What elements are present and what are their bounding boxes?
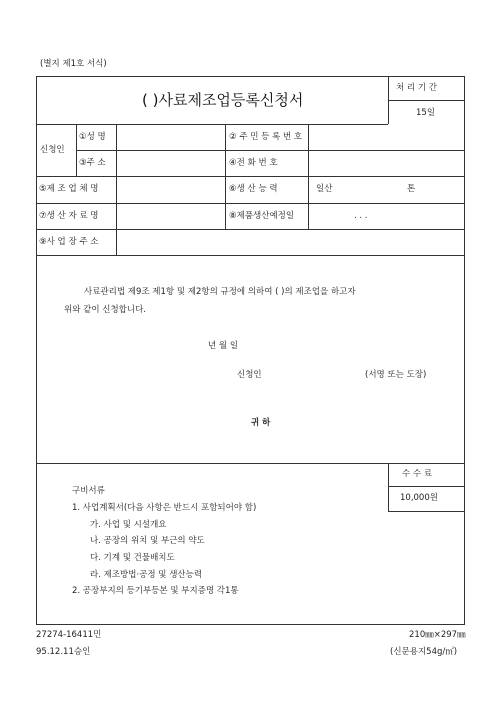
planned-date-label: ⑧제품생산예정일 bbox=[229, 211, 295, 221]
applicant-group-label: 신청인 bbox=[40, 145, 65, 155]
footer-form-number: 27274-16411민 bbox=[36, 630, 102, 640]
divider bbox=[388, 486, 465, 487]
company-label: ⑤제 조 업 체 명 bbox=[39, 184, 99, 194]
divider bbox=[76, 124, 77, 176]
statement-line-1: 사료관리법 제9조 제1항 및 제2항의 규정에 의하여 ( )의 제조업을 하고자 bbox=[84, 287, 356, 297]
recipient-label: 귀 하 bbox=[251, 418, 271, 428]
divider bbox=[36, 124, 388, 125]
fee-label: 수 수 료 bbox=[402, 469, 433, 479]
address-label: ③주 소 bbox=[79, 158, 106, 168]
divider bbox=[76, 150, 465, 151]
fee-value: 10,000원 bbox=[400, 493, 438, 503]
divider bbox=[388, 100, 465, 101]
divider bbox=[388, 463, 389, 511]
processing-value: 15일 bbox=[416, 108, 436, 118]
company-field[interactable] bbox=[117, 178, 224, 202]
statement-line-2: 위와 같이 신청합니다. bbox=[64, 305, 147, 315]
footer-paper-type: (신문용지54g/㎡) bbox=[390, 647, 458, 657]
document-item: 다. 기계 및 건물배치도 bbox=[90, 553, 175, 563]
phone-label: ④전 화 번 호 bbox=[229, 158, 278, 168]
capacity-label: ⑥생 산 능 력 bbox=[229, 184, 278, 194]
divider bbox=[36, 229, 465, 230]
document-item: 가. 사업 및 시설개요 bbox=[90, 520, 167, 530]
site-label: ⑨사 업 장 주 소 bbox=[39, 237, 99, 247]
documents-heading: 구비서류 bbox=[72, 486, 105, 496]
divider bbox=[36, 463, 465, 464]
phone-field[interactable] bbox=[310, 152, 464, 175]
divider bbox=[36, 255, 465, 256]
document-item: 1. 사업계획서(다음 사항은 반드시 포함되어야 함) bbox=[72, 503, 257, 513]
resident-no-field[interactable] bbox=[310, 126, 464, 149]
divider bbox=[308, 124, 309, 229]
divider bbox=[36, 176, 465, 177]
document-item: 라. 제조방법·공정 및 생산능력 bbox=[90, 570, 203, 580]
applicant-sign-label: 신청인 bbox=[237, 370, 262, 380]
sign-hint: (서명 또는 도장) bbox=[365, 370, 427, 380]
site-field[interactable] bbox=[117, 231, 464, 254]
capacity-ton-label: 톤 bbox=[407, 184, 416, 194]
footer-paper-size: 210㎜×297㎜ bbox=[409, 630, 466, 640]
date-line: 년 월 일 bbox=[208, 341, 239, 351]
document-item: 2. 공장부지의 등기부등본 및 부지증명 각1통 bbox=[72, 586, 239, 596]
divider bbox=[388, 511, 465, 512]
capacity-day-label: 일산 bbox=[316, 184, 333, 194]
document-item: 나. 공장의 위치 및 부근의 약도 bbox=[90, 536, 205, 546]
divider bbox=[36, 203, 465, 204]
divider bbox=[225, 124, 226, 229]
planned-date-value: . . . bbox=[354, 211, 368, 221]
divider bbox=[388, 76, 389, 124]
name-label: ①성 명 bbox=[79, 132, 106, 142]
resident-no-label: ② 주 민 등 록 번 호 bbox=[229, 132, 303, 142]
material-field[interactable] bbox=[117, 205, 224, 228]
address-field[interactable] bbox=[117, 152, 224, 175]
form-label: (별지 제1호 서식) bbox=[40, 59, 107, 69]
footer-approval: 95.12.11승인 bbox=[36, 647, 91, 657]
page-title: ( )사료제조업등록신청서 bbox=[142, 91, 304, 109]
processing-label: 처 리 기 간 bbox=[396, 83, 437, 93]
material-label: ⑦생 산 자 료 명 bbox=[39, 211, 99, 221]
name-field[interactable] bbox=[117, 126, 224, 149]
